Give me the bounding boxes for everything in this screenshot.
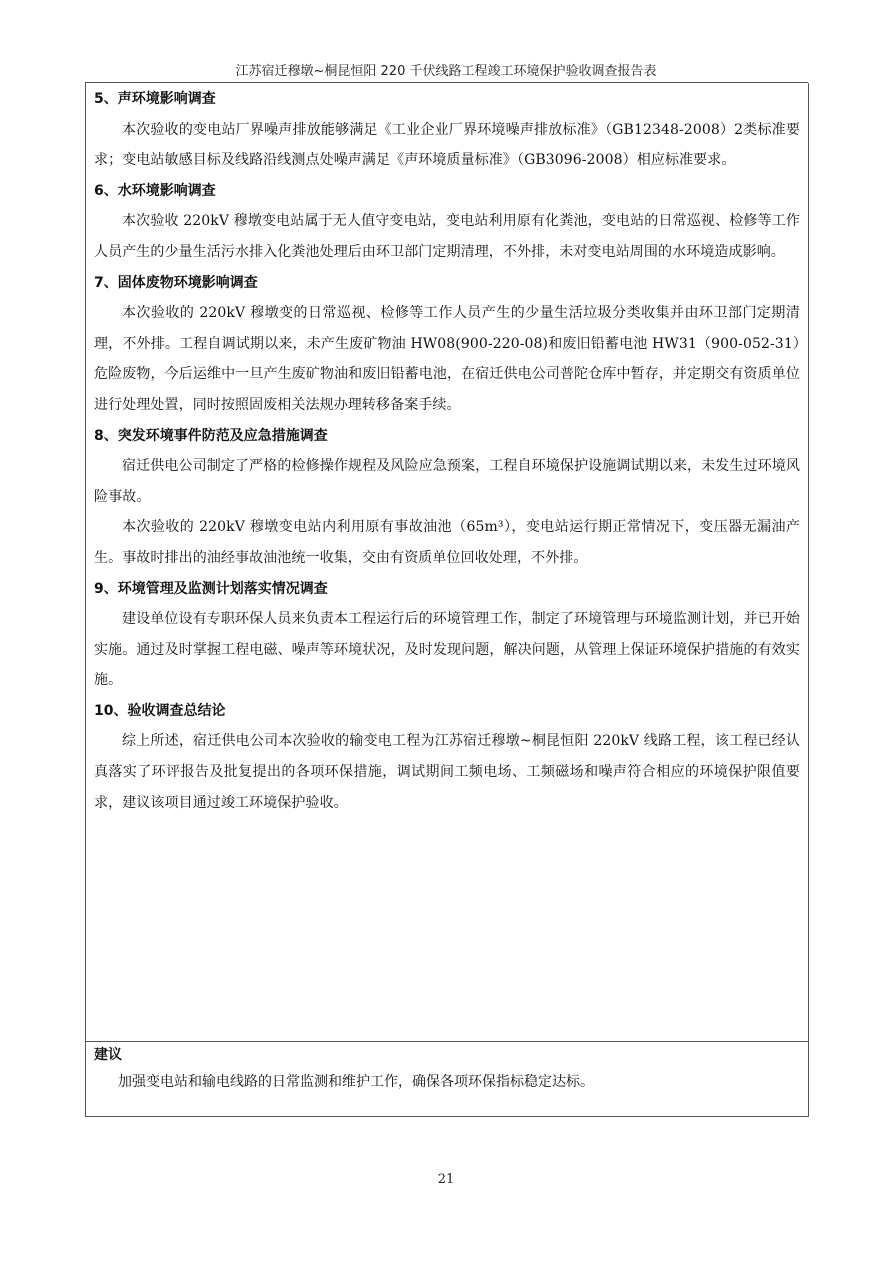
section-water bbox=[94, 176, 800, 268]
section-title: 9、环境管理及监测计划落实情况调查 bbox=[94, 580, 328, 597]
section-emergency bbox=[94, 421, 800, 574]
report-table bbox=[85, 83, 809, 1117]
section-conclusion bbox=[94, 696, 800, 818]
section-paragraph: 本次验收的 220kV 穆墩变电站内利用原有事故油池（65m³），变电站运行期正常情况下，变压器无漏油产生。事故时排出的油经事故油池统一收集，交由有资质单位回收处理，不外排。 bbox=[94, 519, 800, 566]
section-solid-waste bbox=[94, 268, 800, 421]
section-title: 6、水环境影响调查 bbox=[94, 182, 216, 199]
section-title: 10、验收调查总结论 bbox=[94, 702, 226, 719]
section-paragraph: 本次验收的 220kV 穆墩变的日常巡视、检修等工作人员产生的少量生活垃圾分类收集并由环卫部门定期清理，不外排。工程自调试期以来，未产生废矿物油 HW08(900-220-08)和废旧铅蓄电池 HW31（900-052-31）危险废物，今后运维中一旦产生废矿物油和废旧铅蓄电池，在宿迁供电公司普陀仓库中暂存，并定期交有资质单位进行处理处置，同时按照固废相关法规办理转移备案手续。 bbox=[94, 305, 800, 413]
suggestion-title: 建议 bbox=[94, 1047, 122, 1063]
section-paragraph: 宿迁供电公司制定了严格的检修操作规程及风险应急预案，工程自环境保护设施调试期以来，未发生过环境风险事故。 bbox=[94, 458, 800, 505]
section-paragraph: 综上所述，宿迁供电公司本次验收的输变电工程为江苏宿迁穆墩~桐昆恒阳 220kV 线路工程，该工程已经认真落实了环评报告及批复提出的各项环保措施，调试期间工频电场、工频磁场和噪声符合相应的环境保护限值要求，建议该项目通过竣工环境保护验收。 bbox=[94, 733, 800, 811]
section-paragraph: 本次验收 220kV 穆墩变电站属于无人值守变电站，变电站利用原有化粪池，变电站的日常巡视、检修等工作人员产生的少量生活污水排入化粪池处理后由环卫部门定期清理，不外排，未对变电站周围的水环境造成影响。 bbox=[94, 213, 800, 260]
section-management bbox=[94, 574, 800, 696]
section-title: 7、固体废物环境影响调查 bbox=[94, 274, 258, 291]
suggestion-text: 加强变电站和输电线路的日常监测和维护工作，确保各项环保指标稳定达标。 bbox=[118, 1074, 594, 1090]
suggestion-cell bbox=[86, 1042, 808, 1116]
findings-cell bbox=[86, 83, 808, 1041]
page-number: 21 bbox=[437, 1172, 455, 1187]
page-header-title: 江苏宿迁穆墩~桐昆恒阳 220 千伏线路工程竣工环境保护验收调查报告表 bbox=[235, 64, 657, 79]
findings-content bbox=[86, 83, 808, 818]
section-paragraph: 本次验收的变电站厂界噪声排放能够满足《工业企业厂界环境噪声排放标准》（GB12348-2008）2类标准要求；变电站敏感目标及线路沿线测点处噪声满足《声环境质量标准》（GB3096-2008）相应标准要求。 bbox=[94, 121, 800, 169]
section-paragraph: 建设单位设有专职环保人员来负责本工程运行后的环境管理工作，制定了环境管理与环境监测计划，并已开始实施。通过及时掌握工程电磁、噪声等环境状况，及时发现问题，解决问题，从管理上保证环境保护措施的有效实施。 bbox=[94, 611, 800, 689]
section-title: 5、声环境影响调查 bbox=[94, 91, 216, 107]
section-noise bbox=[94, 84, 800, 176]
section-title: 8、突发环境事件防范及应急措施调查 bbox=[94, 427, 328, 444]
